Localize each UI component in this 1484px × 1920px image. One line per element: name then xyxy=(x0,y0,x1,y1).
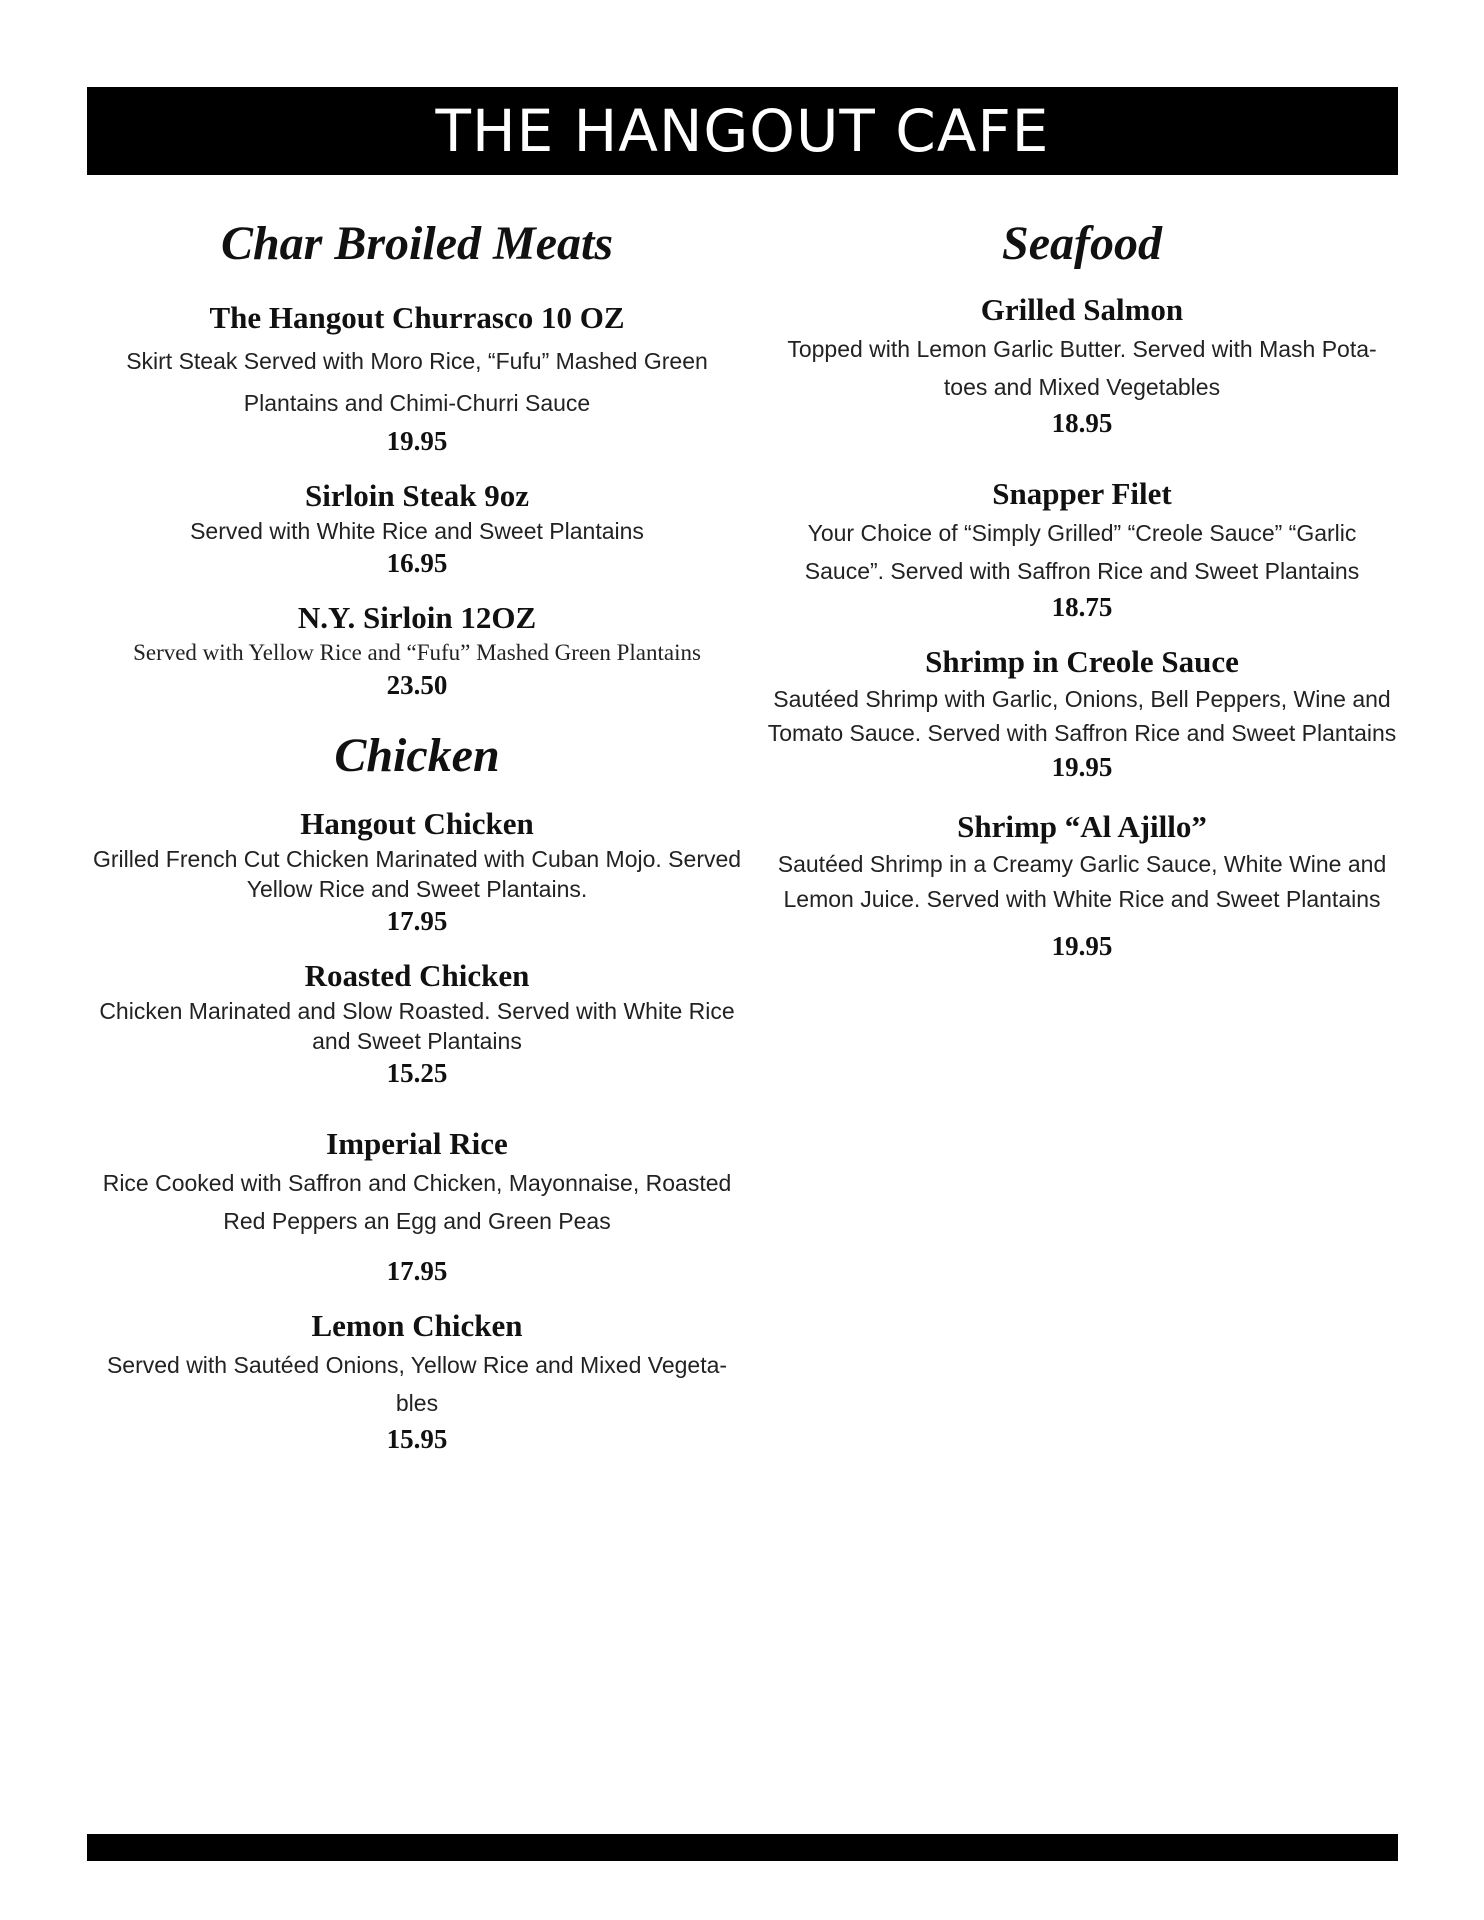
item-description: Served with Sautéed Onions, Yellow Rice and Mixed Vegeta-bles xyxy=(106,1352,728,1416)
item-name: Lemon Chicken xyxy=(311,1308,523,1343)
item-price: 18.95 xyxy=(1051,408,1113,438)
menu-item xyxy=(87,598,747,702)
item-price: 19.95 xyxy=(386,426,448,456)
menu-item xyxy=(87,298,747,458)
item-description: Your Choice of “Simply Grilled” “Creole Sauce” “Garlic Sauce”. Served with Saffron Rice and Sweet Plantains xyxy=(804,520,1360,584)
left-column xyxy=(87,212,747,1456)
footer-bar xyxy=(87,1834,1398,1861)
item-description: Grilled French Cut Chicken Marinated with Cuban Mojo. Served Yellow Rice and Sweet Plantains. xyxy=(92,846,742,902)
item-description: Topped with Lemon Garlic Butter. Served with Mash Pota-toes and Mixed Vegetables xyxy=(787,336,1377,400)
item-name: The Hangout Churrasco 10 OZ xyxy=(209,300,625,335)
item-name: Shrimp “Al Ajillo” xyxy=(957,809,1207,844)
item-price: 15.25 xyxy=(386,1058,448,1088)
item-price: 17.95 xyxy=(386,1256,448,1286)
menu-item xyxy=(87,1306,747,1456)
section-title-seafood: Seafood xyxy=(1002,217,1162,270)
item-description-text: Sautéed Shrimp with Garlic, Onions, Bell Peppers, Wine and Tomato Sauce. Served with Saffron Rice and Sweet Plantains xyxy=(767,686,1397,746)
item-name: Sirloin Steak 9oz xyxy=(305,478,529,513)
item-price: 17.95 xyxy=(386,906,448,936)
section-title-char-broiled-meats: Char Broiled Meats xyxy=(220,217,614,270)
menu-item xyxy=(87,1124,747,1288)
menu-item xyxy=(767,642,1397,785)
item-price: 19.95 xyxy=(1051,931,1113,961)
item-description: Sautéed Shrimp in a Creamy Garlic Sauce, White Wine and Lemon Juice. Served with White Rice and Sweet Plantains xyxy=(777,851,1387,912)
restaurant-title-banner: THE HANGOUT CAFE xyxy=(87,87,1398,175)
item-name: Hangout Chicken xyxy=(300,806,534,841)
item-price: 23.50 xyxy=(386,670,448,700)
item-name: Grilled Salmon xyxy=(980,292,1184,327)
item-name: Imperial Rice xyxy=(326,1126,508,1161)
right-column xyxy=(767,212,1397,963)
menu-item xyxy=(767,807,1397,963)
item-price: 18.75 xyxy=(1051,592,1113,622)
item-description: Chicken Marinated and Slow Roasted. Served with White Rice and Sweet Plantains xyxy=(99,998,735,1054)
item-name: N.Y. Sirloin 12OZ xyxy=(297,600,537,635)
item-description xyxy=(767,682,1397,785)
item-description: Rice Cooked with Saffron and Chicken, Mayonnaise, Roasted Red Peppers an Egg and Green Peas xyxy=(102,1170,732,1234)
item-name: Shrimp in Creole Sauce xyxy=(925,644,1239,679)
item-price: 19.95 xyxy=(1051,752,1113,782)
menu-item xyxy=(767,474,1397,624)
item-description: Served with Yellow Rice and “Fufu” Mashed Green Plantains xyxy=(133,640,701,665)
section-title-chicken: Chicken xyxy=(334,729,500,782)
item-description: Skirt Steak Served with Moro Rice, “Fufu” Mashed Green Plantains and Chimi-Churri Sauce xyxy=(126,348,708,416)
menu-item xyxy=(767,290,1397,440)
item-price: 15.95 xyxy=(386,1424,448,1454)
item-price: 16.95 xyxy=(386,548,448,578)
item-description: Served with White Rice and Sweet Plantains xyxy=(190,518,644,544)
menu-item xyxy=(87,476,747,580)
item-name: Roasted Chicken xyxy=(304,958,530,993)
menu-item xyxy=(87,956,747,1090)
menu-item xyxy=(87,804,747,938)
item-name: Snapper Filet xyxy=(992,476,1172,511)
